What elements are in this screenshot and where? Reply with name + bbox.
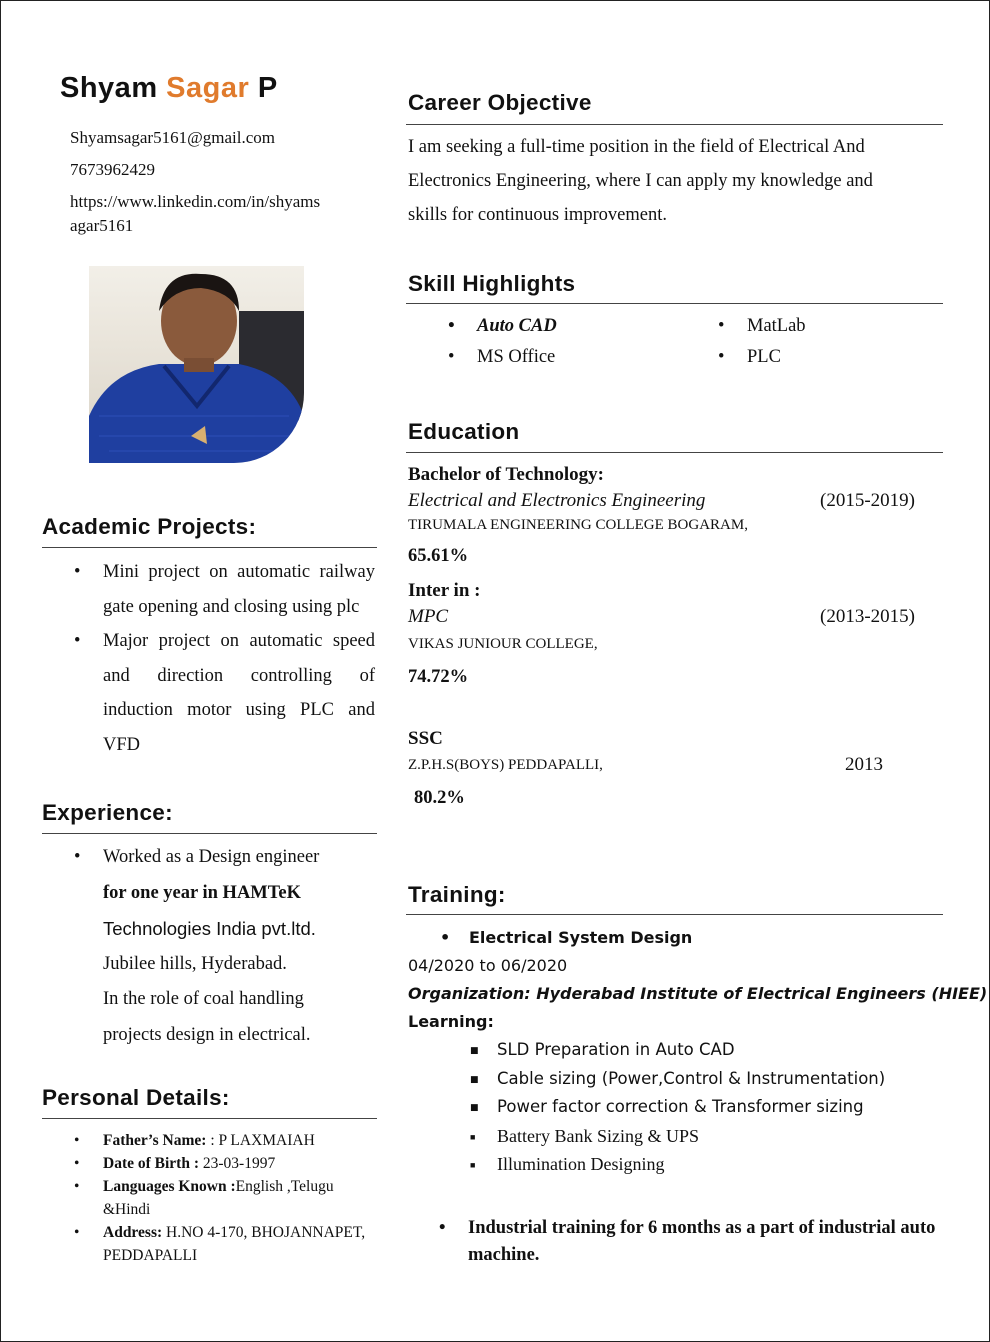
address-label: Address: — [103, 1224, 163, 1241]
career-objective-text — [408, 130, 938, 232]
inter-title: Inter in : — [408, 580, 481, 601]
skill-item: • MS Office — [477, 347, 747, 368]
skill-item: • MatLab — [747, 316, 947, 337]
linkedin-line-2: agar5161 — [70, 216, 134, 235]
academic-projects-list — [103, 555, 375, 762]
btech-college: TIRUMALA ENGINEERING COLLEGE BOGARAM, — [408, 517, 748, 533]
list-item: • Mini project on automatic railway gate opening and closing using plc — [103, 555, 375, 624]
ssc-score: 80.2% — [414, 788, 465, 808]
dob-label: Date of Birth : — [103, 1155, 199, 1172]
training-rule — [406, 914, 943, 915]
skill-highlights-heading: Skill Highlights — [408, 271, 576, 296]
academic-projects-rule — [42, 547, 377, 548]
list-item: ■ Battery Bank Sizing & UPS — [497, 1122, 885, 1151]
experience-line: projects design in electrical. — [103, 1024, 311, 1045]
btech-score: 65.61% — [408, 546, 469, 566]
training-heading: Training: — [408, 882, 506, 907]
dob-value: 23-03-1997 — [199, 1155, 276, 1172]
personal-languages — [103, 1175, 375, 1221]
personal-details-heading: Personal Details: — [42, 1085, 230, 1110]
experience-line: • Worked as a Design engineer — [103, 847, 320, 867]
career-objective-heading: Career Objective — [408, 90, 592, 115]
name-last: P — [257, 72, 278, 104]
personal-details-list — [103, 1129, 375, 1267]
inter-branch: MPC — [408, 606, 449, 627]
experience-item — [103, 840, 373, 1053]
education-rule — [406, 452, 943, 453]
skill-highlights-rule — [406, 303, 943, 304]
personal-details-rule — [42, 1118, 377, 1119]
career-line: Electronics Engineering, where I can apply my knowledge and — [408, 171, 873, 191]
ssc-title: SSC — [408, 728, 443, 749]
industrial-training: • Industrial training for 6 months as a part of industrial auto machine. — [468, 1215, 938, 1269]
training-learning-list — [497, 1036, 885, 1179]
phone-text[interactable]: 7673962429 — [70, 160, 155, 179]
skill-item: • PLC — [747, 347, 947, 368]
btech-years: (2015-2019) — [820, 490, 915, 511]
inter-college: VIKAS JUNIOUR COLLEGE, — [408, 636, 598, 652]
address-value: H.NO 4-170, BHOJANNAPET, PEDDAPALLI — [103, 1224, 366, 1264]
experience-line: Technologies India pvt.ltd. — [103, 918, 316, 939]
skills-grid — [477, 316, 947, 368]
list-item: ■ Illumination Designing — [497, 1150, 885, 1179]
ssc-school: Z.P.H.S(BOYS) PEDDAPALLI, — [408, 757, 603, 773]
personal-dob — [103, 1152, 375, 1175]
training-course: • Electrical System Design — [469, 928, 692, 947]
ssc-year: 2013 — [845, 754, 883, 775]
languages-value: English ,Telugu &Hindi — [103, 1178, 334, 1218]
experience-line: for one year in HAMTeK — [103, 882, 302, 903]
inter-years: (2013-2015) — [820, 606, 915, 627]
btech-title: Bachelor of Technology: — [408, 464, 604, 485]
training-learning-label: Learning: — [408, 1012, 494, 1031]
experience-heading: Experience: — [42, 800, 173, 825]
languages-label: Languages Known : — [103, 1178, 236, 1195]
skill-item: • Auto CAD — [477, 316, 747, 337]
father-label: Father’s Name: — [103, 1132, 207, 1149]
email-text[interactable]: Shyamsagar5161@gmail.com — [70, 128, 275, 147]
profile-photo — [89, 266, 304, 463]
experience-line: In the role of coal handling — [103, 989, 304, 1009]
career-line: I am seeking a full-time position in the field of Electrical And — [408, 137, 865, 157]
career-objective-rule — [406, 124, 943, 125]
list-item: • Major project on automatic speed and direction controlling of induction motor using PLC and VFD — [103, 624, 375, 762]
profile-photo-svg — [89, 266, 304, 463]
experience-list — [103, 840, 373, 1053]
name-middle: Sagar — [166, 72, 250, 104]
candidate-name — [60, 72, 278, 105]
list-item: ■ SLD Preparation in Auto CAD — [497, 1036, 885, 1065]
btech-branch: Electrical and Electronics Engineering — [408, 490, 706, 511]
linkedin-line-1: https://www.linkedin.com/in/shyams — [70, 192, 321, 211]
personal-father — [103, 1129, 375, 1152]
personal-address — [103, 1221, 375, 1267]
education-heading: Education — [408, 419, 520, 444]
list-item: ■ Cable sizing (Power,Control & Instrumentation) — [497, 1065, 885, 1094]
training-course-list — [469, 928, 692, 947]
linkedin-text[interactable] — [70, 190, 320, 238]
name-first: Shyam — [60, 72, 158, 104]
inter-score: 74.72% — [408, 667, 469, 687]
industrial-training-list — [468, 1215, 938, 1269]
experience-rule — [42, 833, 377, 834]
father-value: : P LAXMAIAH — [206, 1132, 315, 1149]
list-item: ■ Power factor correction & Transformer sizing — [497, 1093, 885, 1122]
experience-line: Jubilee hills, Hyderabad. — [103, 953, 287, 974]
career-line: skills for continuous improvement. — [408, 205, 667, 225]
training-organization: Organization: Hyderabad Institute of Electrical Engineers (HIEE) — [408, 984, 988, 1003]
academic-projects-heading: Academic Projects: — [42, 514, 257, 539]
training-period: 04/2020 to 06/2020 — [408, 956, 568, 975]
